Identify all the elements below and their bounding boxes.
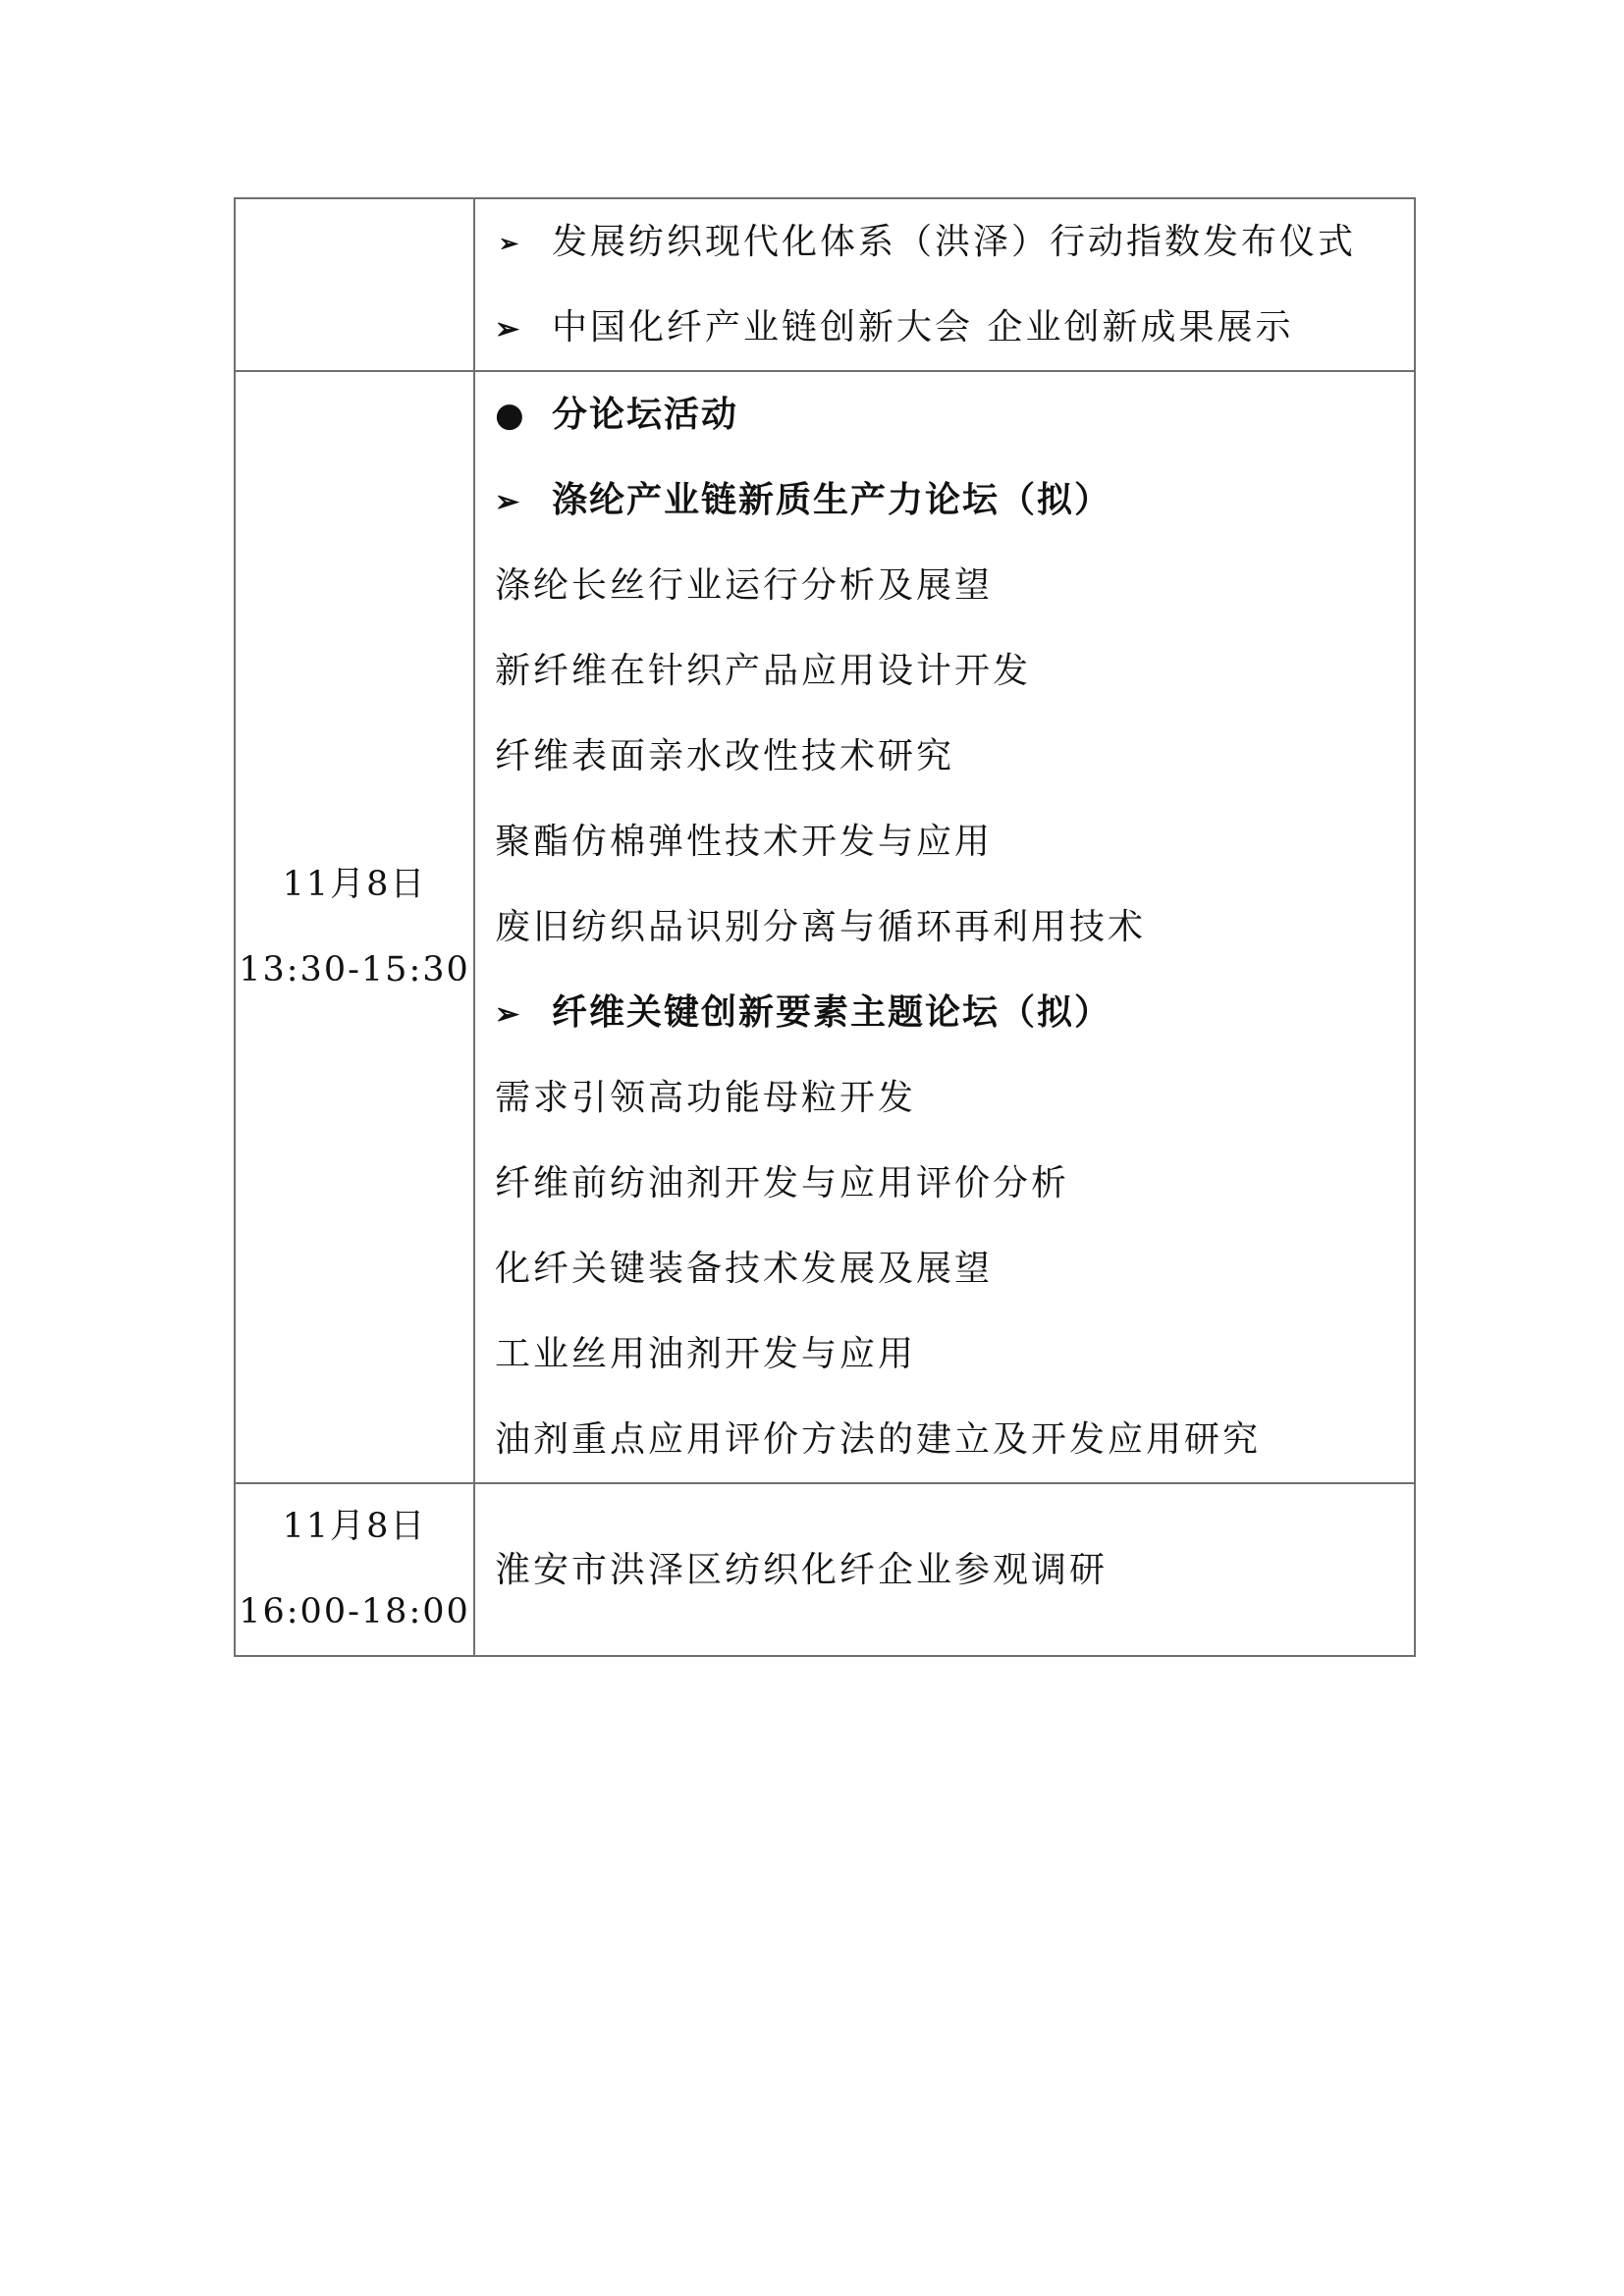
list-item: [495, 799, 1408, 884]
time-range-text: 13:30-15:30: [239, 949, 470, 989]
list-item: [495, 199, 1408, 285]
item-text: 发展纺织现代化体系（洪泽）行动指数发布仪式: [552, 222, 1357, 262]
item-text: 中国化纤产业链创新大会 企业创新成果展示: [552, 307, 1294, 347]
date-text: 11月8日: [282, 864, 427, 904]
date-text: [236, 199, 473, 285]
time-cell: [235, 198, 474, 371]
time-cell: [235, 1483, 474, 1656]
content-cell: [474, 1483, 1415, 1656]
list-item: [495, 1226, 1408, 1311]
item-text: 油剂重点应用评价方法的建立及开发应用研究: [495, 1419, 1262, 1460]
list-item: [495, 1527, 1408, 1613]
item-text: 纤维表面亲水改性技术研究: [495, 736, 955, 776]
list-item: [495, 1397, 1408, 1482]
list-item: [495, 1141, 1408, 1226]
time-range-text: 16:00-18:00: [239, 1592, 470, 1631]
item-text: 聚酯仿棉弹性技术开发与应用: [495, 822, 994, 862]
content-cell: [474, 198, 1415, 371]
arrow-bullet-icon: ➢: [495, 312, 523, 347]
item-text: 废旧纺织品识别分离与循环再利用技术: [495, 907, 1147, 947]
table-row: [235, 1483, 1415, 1656]
item-text: 分论坛活动: [552, 394, 739, 435]
arrow-bullet-icon: ➢: [495, 485, 522, 519]
list-item: [495, 884, 1408, 970]
forum-heading: [495, 970, 1408, 1055]
section-heading: [495, 372, 1408, 457]
schedule-table: [234, 197, 1416, 1657]
time-cell: [235, 371, 474, 1483]
list-item: [495, 1311, 1408, 1397]
dot-bullet-icon: ●: [495, 396, 526, 435]
date-text: 11月8日: [282, 1507, 427, 1546]
list-item: [495, 543, 1408, 628]
arrow-bullet-icon: ➢: [495, 997, 522, 1032]
item-text: 涤纶产业链新质生产力论坛（拟）: [552, 479, 1112, 520]
item-text: 涤纶长丝行业运行分析及展望: [495, 565, 994, 606]
item-text: 新纤维在针织产品应用设计开发: [495, 651, 1032, 691]
arrow-bullet-icon: ➢: [499, 229, 522, 257]
item-text: 工业丝用油剂开发与应用: [495, 1334, 917, 1374]
list-item: [495, 628, 1408, 714]
table-row: [235, 371, 1415, 1483]
item-text: 需求引领高功能母粒开发: [495, 1078, 917, 1118]
content-cell: [474, 371, 1415, 1483]
time-range-text: [236, 285, 473, 370]
forum-heading: [495, 457, 1408, 543]
item-text: 化纤关键装备技术发展及展望: [495, 1249, 994, 1289]
item-text: 纤维关键创新要素主题论坛（拟）: [552, 991, 1112, 1033]
list-item: [495, 1055, 1408, 1141]
item-text: 纤维前纺油剂开发与应用评价分析: [495, 1163, 1070, 1203]
list-item: [495, 714, 1408, 799]
table-row: [235, 198, 1415, 371]
item-text: 淮安市洪泽区纺织化纤企业参观调研: [495, 1549, 1109, 1590]
list-item: [495, 285, 1408, 370]
